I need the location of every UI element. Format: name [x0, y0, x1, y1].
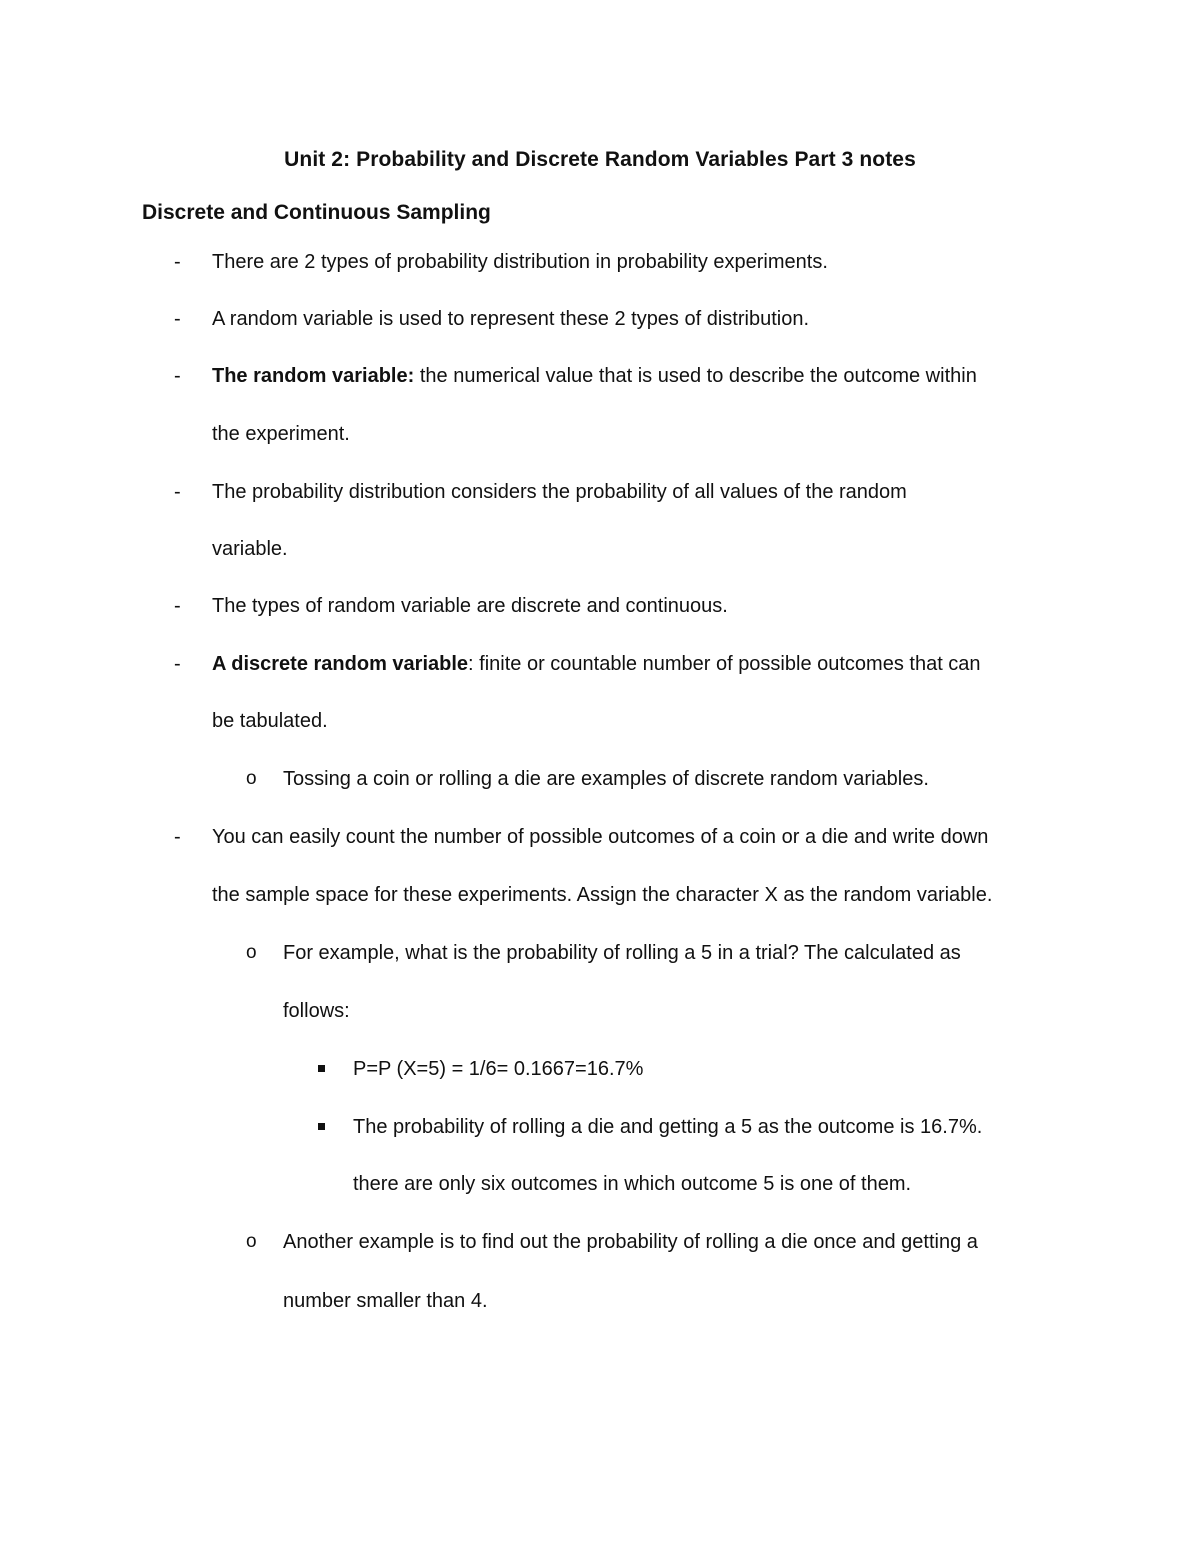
- term-bold: A discrete random variable: [212, 653, 469, 675]
- dash-bullet: -: [174, 251, 181, 273]
- term-bold: The random variable:: [212, 365, 415, 387]
- sub-bullet-text: Tossing a coin or rolling a die are examples of discrete random variables.: [283, 768, 929, 790]
- dash-bullet: -: [174, 481, 181, 503]
- sub-bullet-text: For example, what is the probability of rolling a 5 in a trial? The calculated as: [283, 942, 961, 964]
- bullet-text: A random variable is used to represent these 2 types of distribution.: [212, 308, 810, 330]
- square-bullet-icon: [318, 1123, 325, 1130]
- section-heading: Discrete and Continuous Sampling: [142, 201, 491, 224]
- bullet-text: [212, 361, 977, 391]
- sub-bullet-text-continuation: follows:: [283, 1000, 350, 1022]
- tertiary-bullet-text: The probability of rolling a die and getting a 5 as the outcome is 16.7%.: [353, 1116, 983, 1138]
- dash-bullet: -: [174, 653, 181, 675]
- bullet-text: The probability distribution considers the probability of all values of the random: [212, 481, 907, 503]
- bullet-text-continuation: be tabulated.: [212, 710, 328, 732]
- page-title: Unit 2: Probability and Discrete Random Variables Part 3 notes: [284, 148, 916, 171]
- circle-bullet: o: [246, 942, 257, 963]
- circle-bullet: o: [246, 768, 257, 789]
- circle-bullet: o: [246, 1231, 257, 1252]
- sub-bullet-text: Another example is to find out the probability of rolling a die once and getting a: [283, 1231, 978, 1253]
- bullet-text: [212, 649, 981, 679]
- dash-bullet: -: [174, 826, 181, 848]
- bullet-text-continuation: the experiment.: [212, 423, 350, 445]
- tertiary-bullet-text-continuation: there are only six outcomes in which outcome 5 is one of them.: [353, 1173, 912, 1195]
- term-definition: : finite or countable number of possible outcomes that can: [468, 653, 981, 675]
- tertiary-bullet-text: P=P (X=5) = 1/6= 0.1667=16.7%: [353, 1058, 644, 1080]
- bullet-text: There are 2 types of probability distribution in probability experiments.: [212, 251, 828, 273]
- dash-bullet: -: [174, 595, 181, 617]
- dash-bullet: -: [174, 308, 181, 330]
- sub-bullet-text-continuation: number smaller than 4.: [283, 1290, 488, 1312]
- dash-bullet: -: [174, 365, 181, 387]
- bullet-text-continuation: the sample space for these experiments. Assign the character X as the random variable.: [212, 884, 993, 906]
- bullet-text-continuation: variable.: [212, 538, 288, 560]
- square-bullet-icon: [318, 1065, 325, 1072]
- bullet-text: You can easily count the number of possible outcomes of a coin or a die and write down: [212, 826, 989, 848]
- bullet-text: The types of random variable are discrete and continuous.: [212, 595, 728, 617]
- term-definition: the numerical value that is used to describe the outcome within: [414, 365, 977, 387]
